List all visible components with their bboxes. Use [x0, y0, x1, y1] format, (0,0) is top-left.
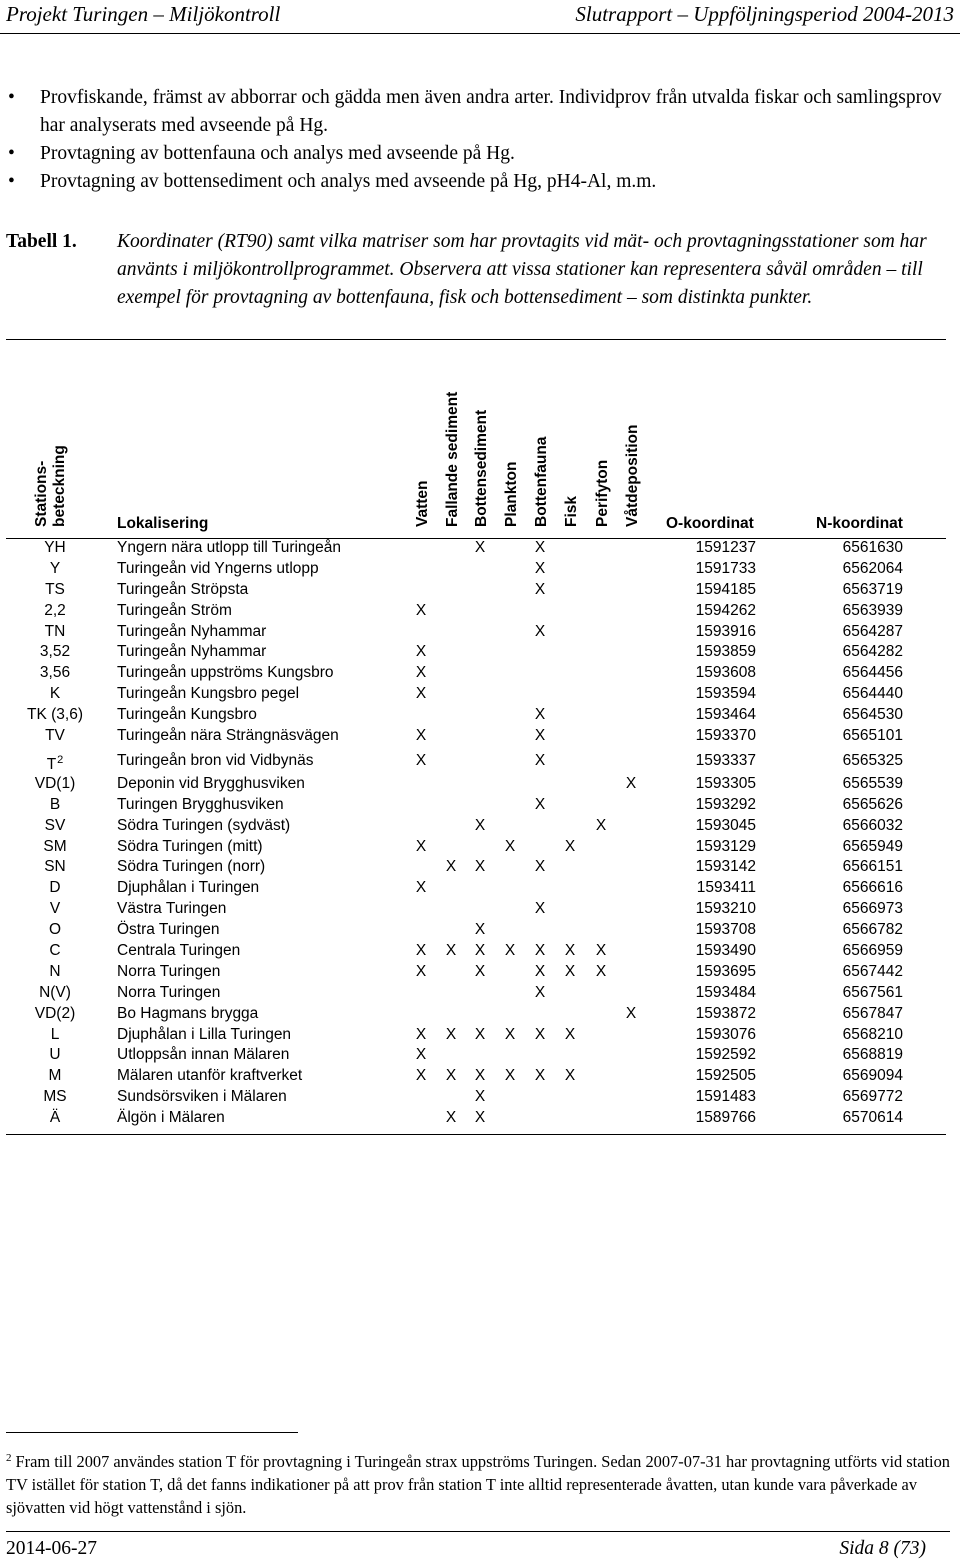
cell-lokalisering: Turingeån nära Strängnäsvägen	[117, 727, 339, 745]
table-row	[0, 538, 960, 559]
header-report-title: Slutrapport – Uppföljningsperiod 2004-2013	[575, 2, 954, 26]
table-row	[0, 941, 960, 962]
cell-matrix-mark: X	[415, 942, 427, 960]
cell-o-koordinat: 1593076	[695, 1025, 756, 1043]
header-n-koordinat: N-koordinat	[816, 515, 903, 532]
cell-o-koordinat: 1593210	[695, 900, 756, 918]
table-row	[0, 747, 960, 774]
cell-matrix-mark: X	[504, 1025, 516, 1043]
cell-o-koordinat: 1593708	[695, 921, 756, 939]
table-bottom-divider	[6, 1134, 946, 1135]
cell-matrix-mark: X	[595, 816, 607, 834]
cell-n-koordinat: 6566151	[842, 858, 903, 876]
cell-matrix-mark: X	[564, 1025, 576, 1043]
cell-station	[6, 941, 104, 962]
station-code: O	[48, 921, 62, 939]
cell-matrix-mark: X	[445, 858, 457, 876]
cell-matrix-mark: X	[474, 942, 486, 960]
cell-lokalisering: Deponin vid Brygghusviken	[117, 774, 305, 792]
station-code: SV	[44, 816, 66, 834]
cell-matrix-mark: X	[474, 1067, 486, 1085]
cell-matrix-mark: X	[415, 837, 427, 855]
cell-matrix-mark: X	[415, 751, 427, 769]
cell-n-koordinat: 6565949	[842, 837, 903, 855]
cell-matrix-mark: X	[474, 1109, 486, 1127]
header-project-title: Projekt Turingen – Miljökontroll	[6, 2, 281, 26]
cell-matrix-mark: X	[474, 1088, 486, 1106]
station-code: 3,56	[39, 664, 71, 682]
cell-lokalisering: Södra Turingen (sydväst)	[117, 816, 291, 834]
station-code: TS	[45, 580, 65, 598]
cell-station	[6, 684, 104, 705]
cell-n-koordinat: 6562064	[842, 559, 903, 577]
cell-station	[6, 559, 104, 580]
cell-o-koordinat: 1593695	[695, 962, 756, 980]
cell-station	[6, 837, 104, 858]
header-fisk: Fisk	[563, 495, 580, 527]
cell-matrix-mark: X	[564, 1067, 576, 1085]
cell-o-koordinat: 1593305	[695, 774, 756, 792]
cell-n-koordinat: 6569094	[842, 1067, 903, 1085]
bullet-item	[6, 84, 956, 140]
cell-o-koordinat: 1592592	[695, 1046, 756, 1064]
table-row	[0, 878, 960, 899]
cell-station	[6, 1087, 104, 1108]
cell-o-koordinat: 1593484	[695, 983, 756, 1001]
cell-station	[6, 642, 104, 663]
station-code: SN	[44, 858, 66, 876]
cell-station	[6, 816, 104, 837]
cell-n-koordinat: 6567561	[842, 983, 903, 1001]
cell-lokalisering: Turingeån Ströpsta	[117, 580, 249, 598]
cell-lokalisering: Östra Turingen	[117, 921, 220, 939]
cell-lokalisering: Djuphålan i Lilla Turingen	[117, 1025, 292, 1043]
caption-divider	[6, 339, 946, 340]
cell-o-koordinat: 1593872	[695, 1004, 756, 1022]
cell-lokalisering: Västra Turingen	[117, 900, 227, 918]
cell-station	[6, 580, 104, 601]
bullet-icon: •	[8, 87, 15, 108]
cell-lokalisering: Centrala Turingen	[117, 942, 241, 960]
cell-o-koordinat: 1593916	[695, 622, 756, 640]
station-code: K	[49, 685, 61, 703]
cell-matrix-mark: X	[415, 962, 427, 980]
cell-matrix-mark: X	[415, 1067, 427, 1085]
cell-lokalisering: Turingeån Kungsbro	[117, 706, 257, 724]
table-row	[0, 559, 960, 580]
table-row	[0, 642, 960, 663]
cell-matrix-mark: X	[564, 942, 576, 960]
cell-lokalisering: Bo Hagmans brygga	[117, 1004, 259, 1022]
cell-matrix-mark: X	[564, 837, 576, 855]
bullet-icon: •	[8, 171, 15, 192]
cell-lokalisering: Utloppsån innan Mälaren	[117, 1046, 290, 1064]
cell-station	[6, 983, 104, 1004]
table-row	[0, 983, 960, 1004]
bullet-icon: •	[8, 143, 15, 164]
table-row	[0, 726, 960, 747]
cell-matrix-mark: X	[534, 858, 546, 876]
footer-date: 2014-06-27	[6, 1538, 97, 1559]
footnote-divider	[6, 1432, 298, 1433]
station-code: Y	[49, 559, 61, 577]
cell-matrix-mark: X	[564, 962, 576, 980]
cell-lokalisering: Sundsörsviken i Mälaren	[117, 1088, 287, 1106]
cell-o-koordinat: 1593464	[695, 706, 756, 724]
station-code: M	[48, 1067, 62, 1085]
station-code: YH	[44, 539, 66, 556]
table-body	[0, 538, 960, 1129]
header-lokalisering: Lokalisering	[117, 515, 209, 532]
station-code: N(V)	[39, 983, 71, 1001]
station-code: D	[49, 879, 61, 897]
cell-o-koordinat: 1593594	[695, 685, 756, 703]
table-row	[0, 857, 960, 878]
cell-matrix-mark: X	[415, 685, 427, 703]
cell-o-koordinat: 1593370	[695, 727, 756, 745]
header-divider	[0, 33, 960, 34]
cell-matrix-mark: X	[534, 795, 546, 813]
cell-n-koordinat: 6568819	[842, 1046, 903, 1064]
cell-o-koordinat: 1594185	[695, 580, 756, 598]
cell-station	[6, 1004, 104, 1025]
cell-lokalisering: Södra Turingen (mitt)	[117, 837, 263, 855]
cell-lokalisering: Yngern nära utlopp till Turingeån	[117, 539, 342, 556]
table-row	[0, 1108, 960, 1129]
caption-label: Tabell 1.	[6, 231, 77, 252]
cell-matrix-mark: X	[445, 942, 457, 960]
header-station: Stations-beteckning	[33, 445, 68, 527]
table-row	[0, 774, 960, 795]
table-row	[0, 1087, 960, 1108]
cell-n-koordinat: 6564282	[842, 643, 903, 661]
table-row	[0, 1004, 960, 1025]
table-row	[0, 899, 960, 920]
footnote-ref: 2	[57, 753, 64, 766]
station-code: B	[49, 795, 61, 813]
cell-station	[6, 774, 104, 795]
cell-o-koordinat: 1593490	[695, 942, 756, 960]
station-code: VD(2)	[34, 1004, 76, 1022]
cell-n-koordinat: 6568210	[842, 1025, 903, 1043]
cell-matrix-mark: X	[534, 1067, 546, 1085]
cell-station	[6, 663, 104, 684]
header-bottenfauna: Bottenfauna	[533, 436, 550, 527]
cell-matrix-mark: X	[534, 622, 546, 640]
bullet-item	[6, 140, 956, 168]
cell-station	[6, 857, 104, 878]
cell-matrix-mark: X	[534, 559, 546, 577]
cell-lokalisering: Turingeån uppströms Kungsbro	[117, 664, 334, 682]
cell-station	[6, 899, 104, 920]
station-code: 2,2	[44, 601, 66, 619]
cell-n-koordinat: 6565101	[842, 727, 903, 745]
station-code: VD(1)	[34, 774, 76, 792]
cell-matrix-mark: X	[534, 580, 546, 598]
cell-matrix-mark: X	[445, 1067, 457, 1085]
station-code: V	[49, 900, 61, 918]
table-row	[0, 1025, 960, 1046]
cell-station	[6, 1066, 104, 1087]
cell-matrix-mark: X	[534, 751, 546, 769]
cell-lokalisering: Turingeån Nyhammar	[117, 622, 267, 640]
table-row	[0, 1045, 960, 1066]
cell-station	[6, 538, 104, 559]
cell-o-koordinat: 1591237	[695, 539, 756, 556]
cell-o-koordinat: 1594262	[695, 601, 756, 619]
cell-lokalisering: Turingeån Nyhammar	[117, 643, 267, 661]
cell-matrix-mark: X	[534, 706, 546, 724]
station-code: T	[46, 755, 57, 773]
station-code: N	[49, 962, 61, 980]
caption-text: Koordinater (RT90) samt vilka matriser som har provtagits vid mät- och provtagningsstationer som har använts i miljökontrollprogrammet. Observera att vissa stationer kan representera såväl områden – till exempel för provtagning av bottenfauna, fisk och bottensediment – som distinkta punkter.	[117, 231, 927, 308]
cell-n-koordinat: 6566782	[842, 921, 903, 939]
footnote	[6, 1447, 954, 1519]
cell-matrix-mark: X	[474, 921, 486, 939]
cell-matrix-mark: X	[474, 962, 486, 980]
cell-station	[6, 622, 104, 643]
table-row	[0, 837, 960, 858]
cell-matrix-mark: X	[534, 727, 546, 745]
cell-lokalisering: Djuphålan i Turingen	[117, 879, 260, 897]
station-code: U	[49, 1046, 61, 1064]
cell-o-koordinat: 1593129	[695, 837, 756, 855]
station-code: L	[50, 1025, 60, 1043]
footnote-number: 2	[6, 1452, 12, 1464]
cell-n-koordinat: 6566973	[842, 900, 903, 918]
cell-matrix-mark: X	[625, 774, 637, 792]
cell-matrix-mark: X	[534, 539, 546, 556]
station-code: Ä	[49, 1109, 61, 1127]
cell-n-koordinat: 6564440	[842, 685, 903, 703]
cell-n-koordinat: 6567442	[842, 962, 903, 980]
cell-o-koordinat: 1593142	[695, 858, 756, 876]
header-vatdeposition: Våtdeposition	[624, 424, 641, 527]
cell-o-koordinat: 1591733	[695, 559, 756, 577]
cell-n-koordinat: 6563719	[842, 580, 903, 598]
cell-n-koordinat: 6563939	[842, 601, 903, 619]
cell-n-koordinat: 6569772	[842, 1088, 903, 1106]
cell-matrix-mark: X	[504, 1067, 516, 1085]
cell-matrix-mark: X	[474, 816, 486, 834]
cell-matrix-mark: X	[415, 664, 427, 682]
table-row	[0, 622, 960, 643]
cell-n-koordinat: 6565626	[842, 795, 903, 813]
cell-station	[6, 920, 104, 941]
cell-n-koordinat: 6567847	[842, 1004, 903, 1022]
table-row	[0, 816, 960, 837]
footer-divider	[6, 1531, 950, 1532]
cell-lokalisering: Södra Turingen (norr)	[117, 858, 266, 876]
cell-matrix-mark: X	[415, 601, 427, 619]
cell-o-koordinat: 1593045	[695, 816, 756, 834]
cell-lokalisering: Turingeån bron vid Vidbynäs	[117, 751, 314, 769]
cell-lokalisering: Älgön i Mälaren	[117, 1109, 225, 1127]
cell-o-koordinat: 1593411	[696, 879, 756, 897]
cell-matrix-mark: X	[474, 858, 486, 876]
station-code: TN	[44, 622, 66, 640]
cell-station	[6, 705, 104, 726]
table-row	[0, 601, 960, 622]
cell-station	[6, 795, 104, 816]
table-row	[0, 795, 960, 816]
station-code: TK (3,6)	[27, 706, 83, 724]
cell-lokalisering: Turingen Brygghusviken	[117, 795, 284, 813]
cell-matrix-mark: X	[504, 837, 516, 855]
footnote-text: Fram till 2007 användes station T för provtagning i Turingeån strax uppströms Turingen. Sedan 2007-07-31 har provtagning utförts vid station TV istället för station T, då det fanns indikationer på att prov från station T inte alltid representerade åvatten, utan kunde vara påverkade av sjövatten vid högt vattenstånd i sjön.	[6, 1452, 950, 1517]
cell-lokalisering: Mälaren utanför kraftverket	[117, 1067, 303, 1085]
header-o-koordinat: O-koordinat	[666, 515, 754, 532]
cell-matrix-mark: X	[445, 1025, 457, 1043]
table-row	[0, 580, 960, 601]
bullet-text: Provfiskande, främst av abborrar och gädda men även andra arter. Individprov från utvalda fiskar och samlingsprov har analyserats med avseende på Hg.	[40, 87, 942, 136]
cell-station	[6, 962, 104, 983]
cell-matrix-mark: X	[595, 942, 607, 960]
bullet-text: Provtagning av bottensediment och analys med avseende på Hg, pH4-Al, m.m.	[40, 171, 657, 192]
table-row	[0, 705, 960, 726]
cell-matrix-mark: X	[415, 1025, 427, 1043]
cell-o-koordinat: 1592505	[695, 1067, 756, 1085]
cell-o-koordinat: 1593337	[695, 751, 756, 769]
station-code: SM	[43, 837, 67, 855]
cell-n-koordinat: 6561630	[842, 539, 903, 556]
cell-station	[6, 601, 104, 622]
table-row	[0, 920, 960, 941]
cell-n-koordinat: 6570614	[842, 1109, 903, 1127]
cell-matrix-mark: X	[415, 643, 427, 661]
cell-lokalisering: Norra Turingen	[117, 983, 221, 1001]
header-plankton: Plankton	[503, 461, 520, 527]
cell-matrix-mark: X	[474, 1025, 486, 1043]
table-row	[0, 1066, 960, 1087]
cell-lokalisering: Turingeån Kungsbro pegel	[117, 685, 300, 703]
table-row	[0, 663, 960, 684]
cell-station	[6, 726, 104, 747]
cell-lokalisering: Norra Turingen	[117, 962, 221, 980]
cell-matrix-mark: X	[534, 962, 546, 980]
cell-lokalisering: Turingeån Ström	[117, 601, 232, 619]
cell-matrix-mark: X	[474, 539, 486, 556]
cell-matrix-mark: X	[415, 1046, 427, 1064]
cell-station	[6, 1045, 104, 1066]
station-code: TV	[45, 727, 65, 745]
cell-lokalisering: Turingeån vid Yngerns utlopp	[117, 559, 319, 577]
bullet-list	[6, 84, 956, 196]
cell-matrix-mark: X	[534, 983, 546, 1001]
cell-matrix-mark: X	[534, 942, 546, 960]
cell-n-koordinat: 6566032	[842, 816, 903, 834]
station-code: 3,52	[39, 643, 71, 661]
footer-page-number: Sida 8 (73)	[839, 1538, 926, 1559]
cell-matrix-mark: X	[445, 1109, 457, 1127]
cell-n-koordinat: 6564530	[842, 706, 903, 724]
header-vatten: Vatten	[414, 480, 431, 527]
table-row	[0, 684, 960, 705]
cell-o-koordinat: 1593608	[695, 664, 756, 682]
bullet-item	[6, 168, 956, 196]
cell-station	[6, 1108, 104, 1129]
station-code: C	[49, 942, 61, 960]
page-header	[0, 0, 960, 28]
cell-o-koordinat: 1591483	[695, 1088, 756, 1106]
bullet-text: Provtagning av bottenfauna och analys med avseende på Hg.	[40, 143, 515, 164]
cell-matrix-mark: X	[415, 727, 427, 745]
cell-matrix-mark: X	[504, 942, 516, 960]
cell-matrix-mark: X	[595, 962, 607, 980]
cell-matrix-mark: X	[415, 879, 427, 897]
cell-matrix-mark: X	[534, 1025, 546, 1043]
cell-matrix-mark: X	[534, 900, 546, 918]
cell-n-koordinat: 6566959	[842, 942, 903, 960]
cell-station	[6, 1025, 104, 1046]
cell-n-koordinat: 6564456	[842, 664, 903, 682]
cell-o-koordinat: 1593292	[695, 795, 756, 813]
cell-n-koordinat: 6565539	[842, 774, 903, 792]
cell-o-koordinat: 1589766	[695, 1109, 756, 1127]
table-row	[0, 962, 960, 983]
cell-station	[6, 878, 104, 899]
header-bottensediment: Bottensediment	[473, 409, 490, 527]
header-fallande-sediment: Fallande sediment	[444, 391, 461, 527]
cell-o-koordinat: 1593859	[695, 643, 756, 661]
station-code: MS	[43, 1088, 67, 1106]
cell-matrix-mark: X	[625, 1004, 637, 1022]
cell-n-koordinat: 6564287	[842, 622, 903, 640]
cell-n-koordinat: 6566616	[842, 879, 903, 897]
cell-n-koordinat: 6565325	[842, 751, 903, 769]
header-perifyton: Perifyton	[594, 459, 611, 527]
